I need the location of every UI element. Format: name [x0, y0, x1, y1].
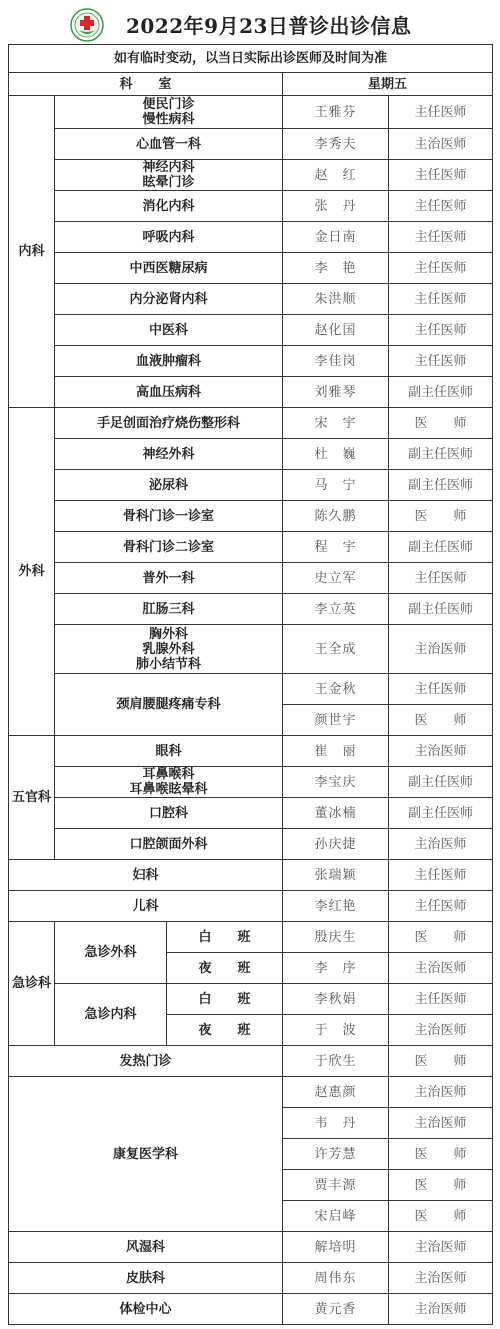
column-header-dept: 科 室	[9, 73, 283, 96]
dept-name: 儿科	[9, 891, 283, 922]
table-row	[9, 594, 493, 625]
doctor-name: 赵化国	[283, 315, 389, 346]
dept-name: 风湿科	[9, 1232, 283, 1263]
doctor-name: 李 艳	[283, 253, 389, 284]
doctor-name: 周伟东	[283, 1263, 389, 1294]
table-row	[9, 984, 493, 1015]
doctor-title: 医 师	[389, 1139, 493, 1170]
category-waike: 外科	[9, 408, 55, 736]
doctor-title: 主任医师	[389, 674, 493, 705]
table-row	[9, 160, 493, 191]
table-row	[9, 922, 493, 953]
dept-name: 心血管一科	[55, 129, 283, 160]
doctor-title: 主任医师	[389, 160, 493, 191]
doctor-title: 主治医师	[389, 129, 493, 160]
doctor-name: 金日南	[283, 222, 389, 253]
doctor-title: 主治医师	[389, 953, 493, 984]
doctor-title: 主任医师	[389, 563, 493, 594]
page-header	[8, 6, 492, 42]
table-row	[9, 532, 493, 563]
doctor-name: 张瑞颖	[283, 860, 389, 891]
page-title: 2022年9月23日普诊出诊信息	[126, 14, 412, 38]
doctor-name: 李红艳	[283, 891, 389, 922]
category-neike: 内科	[9, 96, 55, 408]
dept-name: 体检中心	[9, 1294, 283, 1325]
shift-label: 夜 班	[167, 953, 283, 984]
doctor-title: 医 师	[389, 1201, 493, 1232]
doctor-title: 主治医师	[389, 829, 493, 860]
table-row	[9, 191, 493, 222]
dept-name: 高血压病科	[55, 377, 283, 408]
dept-name: 手足创面治疗烧伤整形科	[55, 408, 283, 439]
table-row	[9, 1263, 493, 1294]
doctor-title: 主治医师	[389, 1077, 493, 1108]
table-row	[9, 1077, 493, 1108]
doctor-title: 副主任医师	[389, 377, 493, 408]
doctor-name: 李 序	[283, 953, 389, 984]
table-row	[9, 674, 493, 705]
doctor-name: 殷庆生	[283, 922, 389, 953]
table-row	[9, 222, 493, 253]
doctor-name: 李宝庆	[283, 767, 389, 798]
doctor-title: 副主任医师	[389, 470, 493, 501]
doctor-name: 李秀夫	[283, 129, 389, 160]
doctor-title: 主治医师	[389, 1015, 493, 1046]
doctor-name: 于 波	[283, 1015, 389, 1046]
table-row	[9, 96, 493, 129]
dept-name: 泌尿科	[55, 470, 283, 501]
dept-name: 颈肩腰腿疼痛专科	[55, 674, 283, 736]
doctor-name: 王全成	[283, 625, 389, 674]
table-row	[9, 563, 493, 594]
dept-name: 普外一科	[55, 563, 283, 594]
table-row	[9, 829, 493, 860]
header-row	[9, 73, 493, 96]
doctor-name: 张 丹	[283, 191, 389, 222]
dept-name: 急诊内科	[55, 984, 167, 1046]
doctor-name: 宋 宇	[283, 408, 389, 439]
doctor-title: 主治医师	[389, 1108, 493, 1139]
doctor-title: 副主任医师	[389, 767, 493, 798]
dept-name: 口腔科	[55, 798, 283, 829]
doctor-title: 主任医师	[389, 346, 493, 377]
dept-name: 呼吸内科	[55, 222, 283, 253]
column-header-day: 星期五	[283, 73, 493, 96]
doctor-name: 颜世宇	[283, 705, 389, 736]
table-row	[9, 798, 493, 829]
table-row	[9, 1294, 493, 1325]
doctor-title: 医 师	[389, 1170, 493, 1201]
dept-name: 便民门诊 慢性病科	[55, 96, 283, 129]
dept-name: 内分泌肾内科	[55, 284, 283, 315]
dept-name: 口腔颌面外科	[55, 829, 283, 860]
shift-label: 白 班	[167, 922, 283, 953]
dept-name: 耳鼻喉科 耳鼻喉眩晕科	[55, 767, 283, 798]
table-row	[9, 891, 493, 922]
doctor-name: 朱洪顺	[283, 284, 389, 315]
dept-name: 骨科门诊一诊室	[55, 501, 283, 532]
doctor-name: 赵惠颜	[283, 1077, 389, 1108]
dept-name: 眼科	[55, 736, 283, 767]
doctor-title: 主任医师	[389, 860, 493, 891]
table-row	[9, 377, 493, 408]
category-wuguan: 五官科	[9, 736, 55, 860]
doctor-title: 主任医师	[389, 984, 493, 1015]
doctor-name: 宋启峰	[283, 1201, 389, 1232]
doctor-name: 许芳慧	[283, 1139, 389, 1170]
dept-name: 中医科	[55, 315, 283, 346]
table-row	[9, 315, 493, 346]
hospital-logo-icon	[70, 8, 104, 42]
dept-name: 骨科门诊二诊室	[55, 532, 283, 563]
doctor-name: 韦 丹	[283, 1108, 389, 1139]
doctor-title: 主任医师	[389, 284, 493, 315]
dept-name: 消化内科	[55, 191, 283, 222]
table-row	[9, 129, 493, 160]
doctor-name: 李秋娟	[283, 984, 389, 1015]
doctor-name: 贾丰源	[283, 1170, 389, 1201]
shift-label: 白 班	[167, 984, 283, 1015]
dept-name: 康复医学科	[9, 1077, 283, 1232]
doctor-title: 主任医师	[389, 222, 493, 253]
doctor-name: 董冰楠	[283, 798, 389, 829]
table-row	[9, 736, 493, 767]
table-row	[9, 253, 493, 284]
doctor-name: 赵 红	[283, 160, 389, 191]
doctor-title: 医 师	[389, 922, 493, 953]
note-row	[9, 45, 493, 73]
doctor-name: 王金秋	[283, 674, 389, 705]
doctor-title: 主治医师	[389, 736, 493, 767]
doctor-title: 主治医师	[389, 1263, 493, 1294]
doctor-name: 崔 丽	[283, 736, 389, 767]
doctor-name: 史立军	[283, 563, 389, 594]
table-row	[9, 346, 493, 377]
table-row	[9, 1046, 493, 1077]
doctor-name: 程 宇	[283, 532, 389, 563]
doctor-title: 主任医师	[389, 315, 493, 346]
table-row	[9, 860, 493, 891]
doctor-title: 主任医师	[389, 891, 493, 922]
doctor-name: 陈久鹏	[283, 501, 389, 532]
shift-label: 夜 班	[167, 1015, 283, 1046]
doctor-title: 主治医师	[389, 625, 493, 674]
doctor-title: 主治医师	[389, 1294, 493, 1325]
doctor-name: 刘雅琴	[283, 377, 389, 408]
doctor-name: 李立英	[283, 594, 389, 625]
doctor-name: 于欣生	[283, 1046, 389, 1077]
doctor-title: 副主任医师	[389, 594, 493, 625]
table-row	[9, 767, 493, 798]
doctor-name: 孙庆捷	[283, 829, 389, 860]
table-row	[9, 1232, 493, 1263]
doctor-title: 医 师	[389, 1046, 493, 1077]
doctor-title: 医 师	[389, 705, 493, 736]
doctor-title: 副主任医师	[389, 798, 493, 829]
doctor-title: 医 师	[389, 408, 493, 439]
doctor-name: 李佳岗	[283, 346, 389, 377]
dept-name: 神经内科 眩晕门诊	[55, 160, 283, 191]
dept-name: 中西医糖尿病	[55, 253, 283, 284]
doctor-name: 杜 巍	[283, 439, 389, 470]
dept-name: 急诊外科	[55, 922, 167, 984]
doctor-name: 王雅芬	[283, 96, 389, 129]
table-row	[9, 439, 493, 470]
dept-name: 血液肿瘤科	[55, 346, 283, 377]
schedule-table	[8, 44, 493, 1325]
doctor-name: 马 宁	[283, 470, 389, 501]
notice-text: 如有临时变动，以当日实际出诊医师及时间为准	[9, 45, 493, 73]
doctor-name: 黄元香	[283, 1294, 389, 1325]
doctor-title: 医 师	[389, 501, 493, 532]
table-row	[9, 501, 493, 532]
table-row	[9, 470, 493, 501]
table-row	[9, 625, 493, 674]
table-row	[9, 408, 493, 439]
dept-name: 神经外科	[55, 439, 283, 470]
dept-name: 肛肠三科	[55, 594, 283, 625]
table-row	[9, 284, 493, 315]
doctor-title: 主任医师	[389, 191, 493, 222]
category-jizhen: 急诊科	[9, 922, 55, 1046]
doctor-name: 解培明	[283, 1232, 389, 1263]
dept-name: 发热门诊	[9, 1046, 283, 1077]
dept-name: 皮肤科	[9, 1263, 283, 1294]
doctor-title: 主治医师	[389, 1232, 493, 1263]
dept-name: 胸外科 乳腺外科 肺小结节科	[55, 625, 283, 674]
doctor-title: 主任医师	[389, 253, 493, 284]
doctor-title: 副主任医师	[389, 439, 493, 470]
dept-name: 妇科	[9, 860, 283, 891]
doctor-title: 主任医师	[389, 96, 493, 129]
doctor-title: 副主任医师	[389, 532, 493, 563]
